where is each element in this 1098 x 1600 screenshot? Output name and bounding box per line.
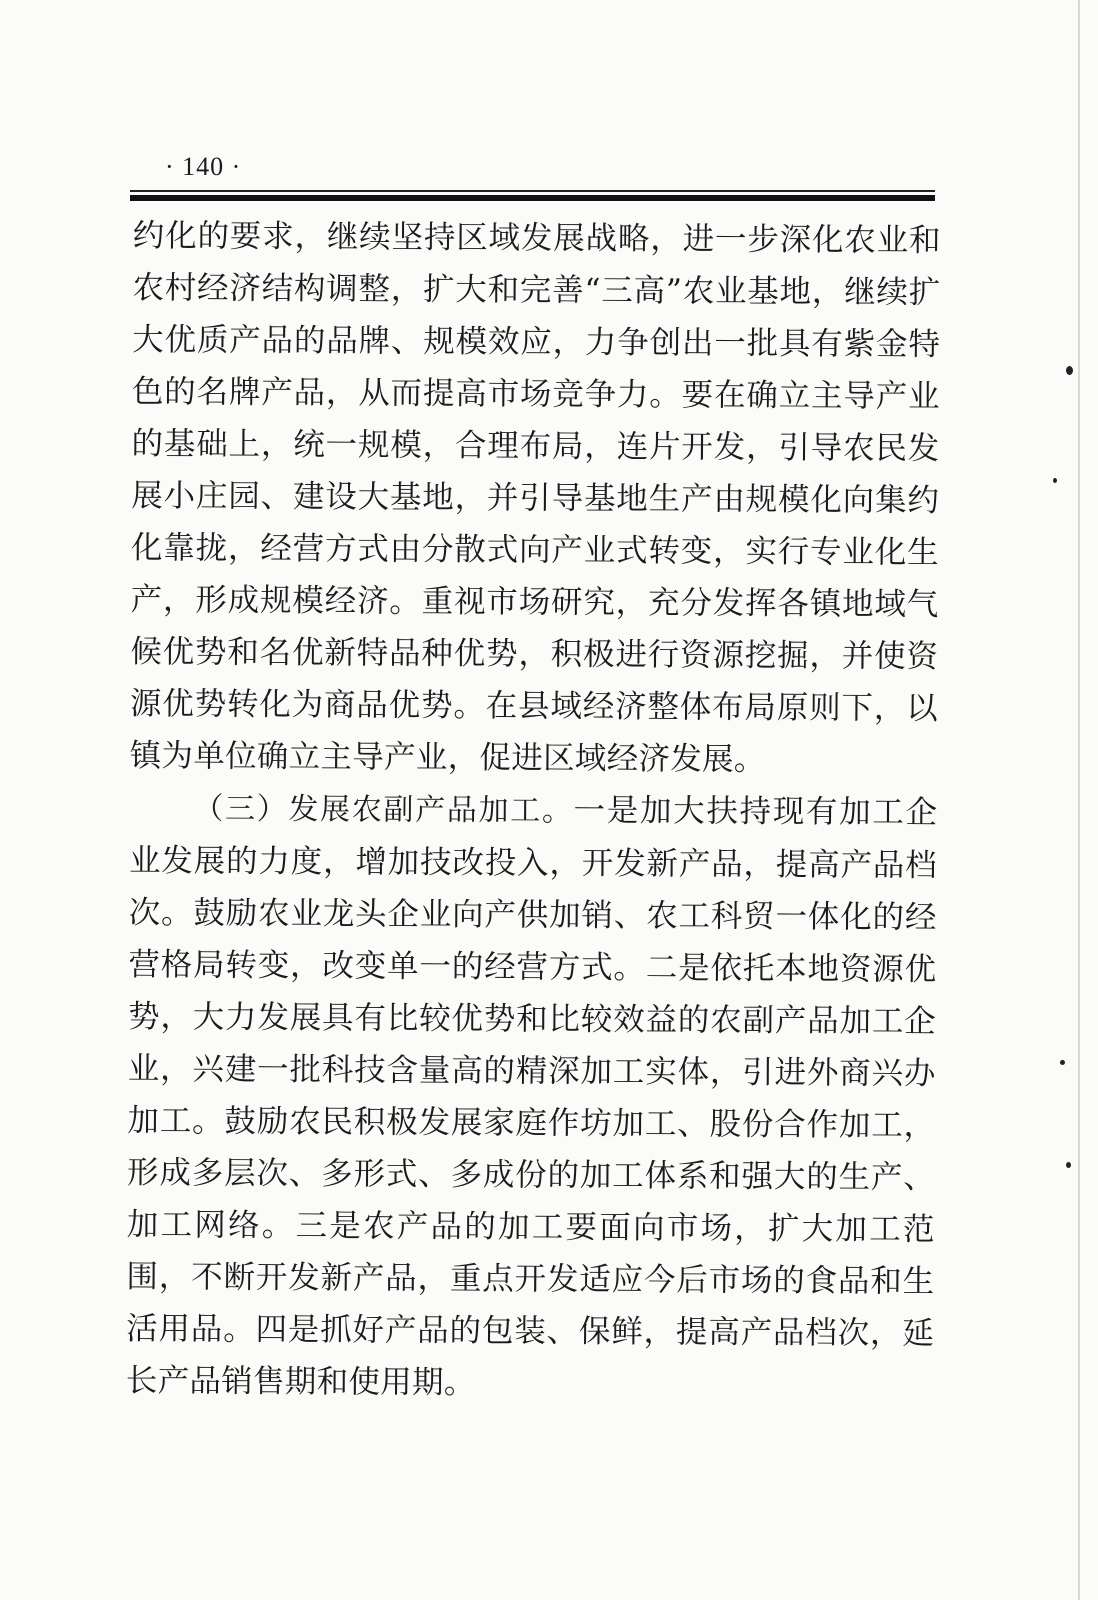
paragraph-1-text: 约化的要求，继续坚持区域发展战略，进一步深化农业和农村经济结构调整，扩大和完善“三高”农业基地，继续扩大优质产品的品牌、规模效应，力争创出一批具有紫金特色的名牌产品，从而提高市场竞争力。要在确立主导产业的基础上，统一规模，合理布局，连片开发，引导农民发展小庄园、建设大基地，并引导基地生产由规模化向集约化靠拢，经营方式由分散式向产业式转变，实行专业化生产，形成规模经济。重视市场研究，充分发挥各镇地域气候优势和名优新特品种优势，积极进行资源挖掘，并使资源优势转化为商品优势。在县域经济整体布局原则下，以镇为单位确立主导产业，促进区域经济发展。 [129,217,941,778]
scan-speck [1053,478,1057,483]
scan-speck [1066,366,1073,375]
header-rule-thick [130,195,935,201]
scan-speck [1066,1162,1071,1168]
paragraph-1 [130,210,941,787]
header-rule-thin [130,190,935,192]
section-heading: （三）发展农副产品加工。 [193,791,574,829]
body-text [126,210,941,1412]
page-number: · 140 · [165,152,242,181]
paragraph-2 [126,782,938,1412]
paragraph-2-text: 一是加大扶持现有加工企业发展的力度，增加技改投入，开发新产品，提高产品档次。鼓励农业龙头企业向产供加销、农工科贸一体化的经营格局转变，改变单一的经营方式。二是依托本地资源优势，大力发展具有比较优势和比较效益的农副产品加工企业，兴建一批科技含量高的精深加工实体，引进外商兴办加工。鼓励农民积极发展家庭作坊加工、股份合作加工，形成多层次、多形式、多成份的加工体系和强大的生产、加工网络。三是农产品的加工要面向市场，扩大加工范围，不断开发新产品，重点开发适应今后市场的食品和生活用品。四是抓好产品的包装、保鲜，提高产品档次，延长产品销售期和使用期。 [125,792,938,1402]
page-edge [1078,0,1080,1600]
page-header [130,150,935,201]
scan-speck [1060,1060,1065,1065]
